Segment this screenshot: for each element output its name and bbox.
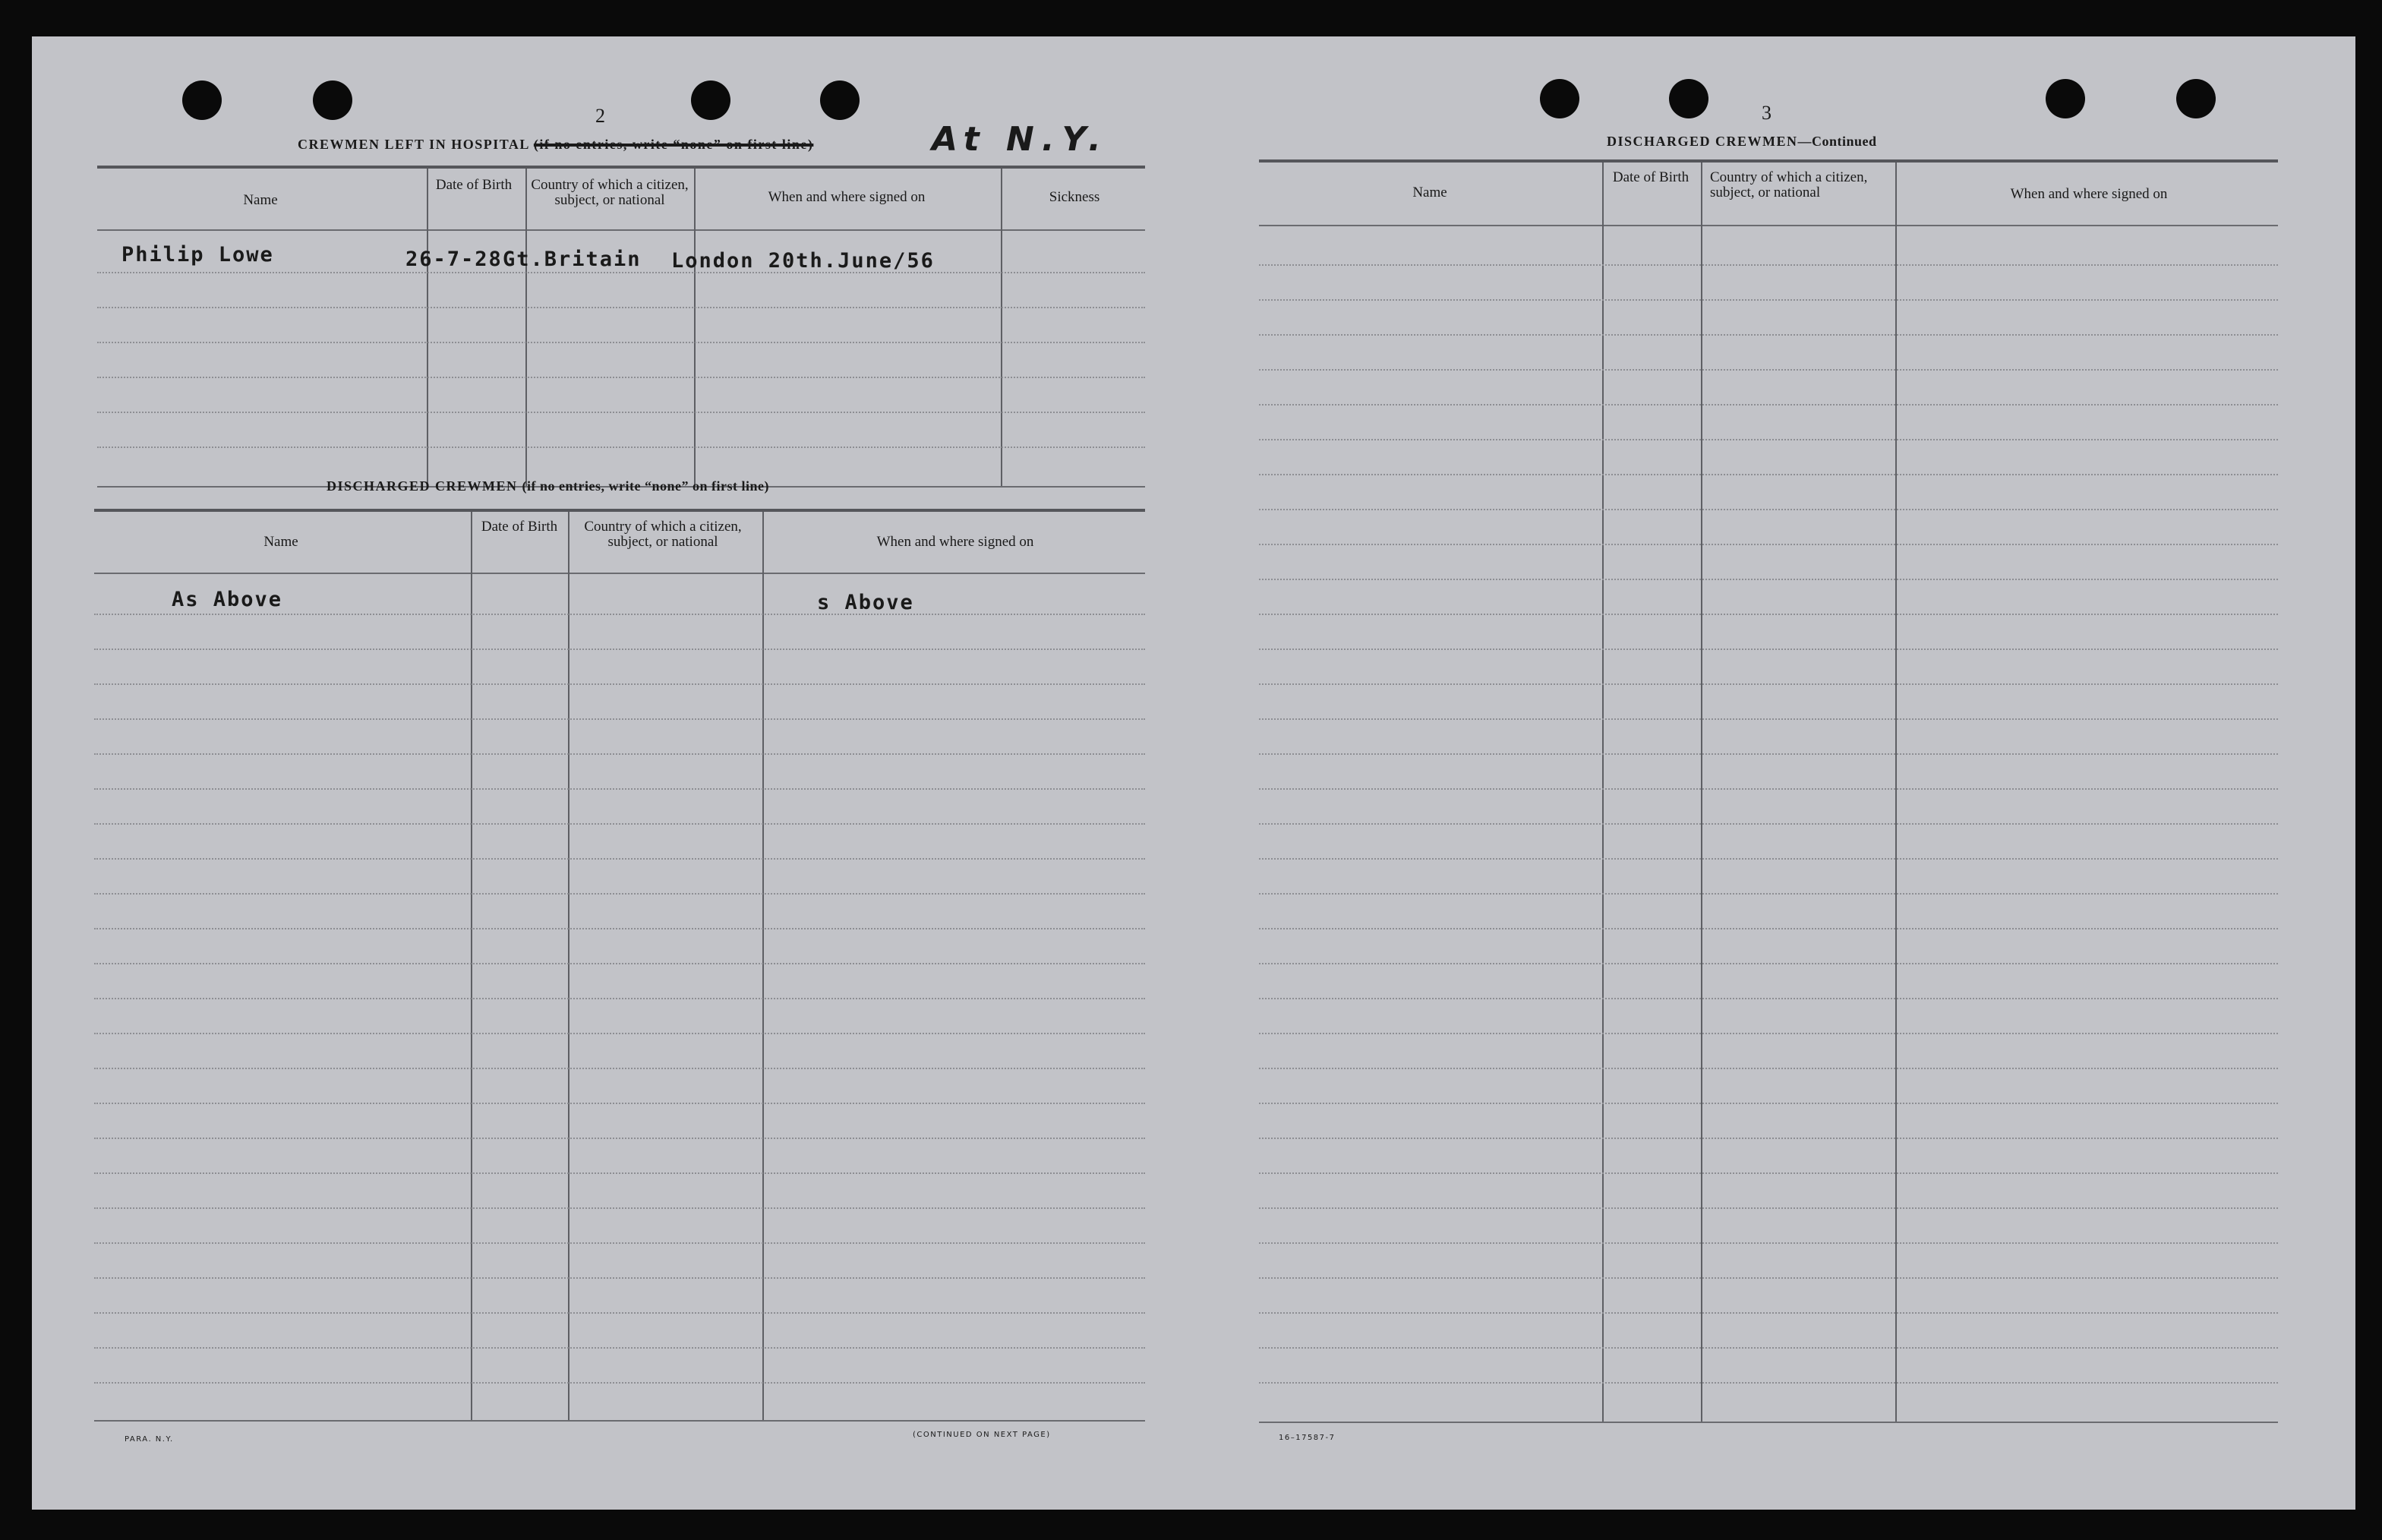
header-rule [97,229,1145,231]
column-divider [427,169,428,488]
column-divider [1701,163,1702,1422]
column-header-name: Name [263,534,298,550]
entry-line [1259,1138,2278,1139]
column-header-signed-on: When and where signed on [876,534,1034,550]
hospital-entry-name: Philip Lowe [121,243,274,267]
entry-line [1259,683,2278,685]
entry-line [94,998,1145,999]
entry-line [94,1103,1145,1104]
handwritten-note: At N.Y. [932,120,1109,159]
column-header-name: Name [1412,185,1447,200]
discharged-instruction: (if no entries, write “none” on first line) [522,478,769,494]
entry-line [94,1312,1145,1314]
entry-line [94,1382,1145,1384]
entry-line [94,823,1145,825]
entry-line [1259,963,2278,964]
entry-line [94,893,1145,895]
entry-line [1259,1382,2278,1384]
entry-line [1259,718,2278,720]
entry-line [94,1033,1145,1034]
hospital-entry-dob: 26-7-28 [405,248,503,271]
document-sheet [32,36,2355,1510]
table-rule [1259,159,2278,163]
entry-line [1259,928,2278,929]
column-header-sickness: Sickness [1049,189,1100,205]
discharged-continued-title [1607,134,1877,150]
entry-line [94,963,1145,964]
entry-line [1259,369,2278,371]
entry-line [1259,998,2278,999]
entry-line [94,753,1145,755]
entry-line [1259,1347,2278,1349]
entry-line [94,928,1145,929]
entry-line [1259,1242,2278,1244]
entry-line [1259,1068,2278,1069]
entry-line [1259,264,2278,266]
column-header-country: Country of which a citizen, subject, or national [584,519,742,550]
discharged-section-title [327,478,769,494]
entry-line [97,272,1145,273]
hospital-entry-signed-on: London 20th.June/56 [671,249,935,273]
punch-hole [2046,79,2085,118]
entry-line [94,788,1145,790]
column-divider [1895,163,1897,1422]
table-rule [97,166,1145,169]
table-bottom-rule [94,1420,1145,1422]
table-bottom-rule [1259,1422,2278,1423]
column-header-country: Country of which a citizen, subject, or national [1710,169,1868,200]
entry-line [1259,788,2278,790]
punch-hole [313,80,352,120]
entry-line [1259,1103,2278,1104]
page-number: 3 [1762,102,1772,124]
entry-line [94,1242,1145,1244]
header-rule [94,573,1145,574]
entry-line [94,858,1145,860]
entry-line [1259,858,2278,860]
entry-line [1259,544,2278,545]
punch-hole [1669,79,1708,118]
entry-line [1259,439,2278,440]
continued-suffix: —Continued [1797,134,1877,149]
entry-line [1259,893,2278,895]
entry-line [1259,1312,2278,1314]
continued-note: (CONTINUED ON NEXT PAGE) [913,1431,1051,1439]
entry-line [94,683,1145,685]
hospital-entry-country: Gt.Britain [503,248,642,271]
column-header-name: Name [243,192,278,208]
column-header-dob: Date of Birth [435,177,513,193]
entry-line [94,1138,1145,1139]
column-divider [694,169,696,488]
entry-line [97,377,1145,378]
entry-line [97,342,1145,343]
entry-line [94,1347,1145,1349]
entry-line [94,1207,1145,1209]
entry-line [1259,823,2278,825]
column-divider [1602,163,1604,1422]
entry-line [94,1172,1145,1174]
form-code-right: 16–17587-7 [1279,1434,1336,1442]
entry-line [1259,753,2278,755]
column-divider [525,169,527,488]
entry-line [94,614,1145,615]
entry-line [94,649,1145,650]
entry-line [1259,509,2278,510]
column-divider [1001,169,1002,488]
page-number: 2 [595,105,605,127]
hospital-title-text: CREWMEN LEFT IN HOSPITAL [298,137,529,152]
table-rule [94,509,1145,512]
punch-hole [2176,79,2216,118]
column-header-country: Country of which a citizen, subject, or national [531,177,689,208]
entry-line [1259,579,2278,580]
entry-line [94,1277,1145,1279]
column-header-dob: Date of Birth [481,519,558,535]
discharged-entry-name: As Above [172,588,283,611]
column-header-signed-on: When and where signed on [768,189,926,205]
entry-line [1259,614,2278,615]
punch-hole [1540,79,1579,118]
entry-line [94,718,1145,720]
entry-line [1259,1277,2278,1279]
header-rule [1259,225,2278,226]
entry-line [97,412,1145,413]
entry-line [1259,474,2278,475]
entry-line [1259,649,2278,650]
discharged-title-text: DISCHARGED CREWMEN [327,478,518,494]
entry-line [1259,1172,2278,1174]
entry-line [94,1068,1145,1069]
entry-line [1259,1033,2278,1034]
entry-line [1259,299,2278,301]
entry-line [1259,404,2278,406]
column-header-dob: Date of Birth [1612,169,1689,185]
entry-line [97,307,1145,308]
entry-line [1259,1207,2278,1209]
discharged-entry-signed-on: s Above [817,591,914,614]
hospital-section-title [298,137,813,153]
form-code-left: PARA. N.Y. [125,1435,174,1444]
struck-instruction: (if no entries, write “none” on first line) [533,137,814,152]
entry-line [1259,334,2278,336]
punch-hole [691,80,730,120]
discharged-continued-title-text: DISCHARGED CREWMEN [1607,134,1798,149]
punch-hole [182,80,222,120]
entry-line [97,447,1145,448]
punch-hole [820,80,860,120]
column-header-signed-on: When and where signed on [2010,186,2168,202]
